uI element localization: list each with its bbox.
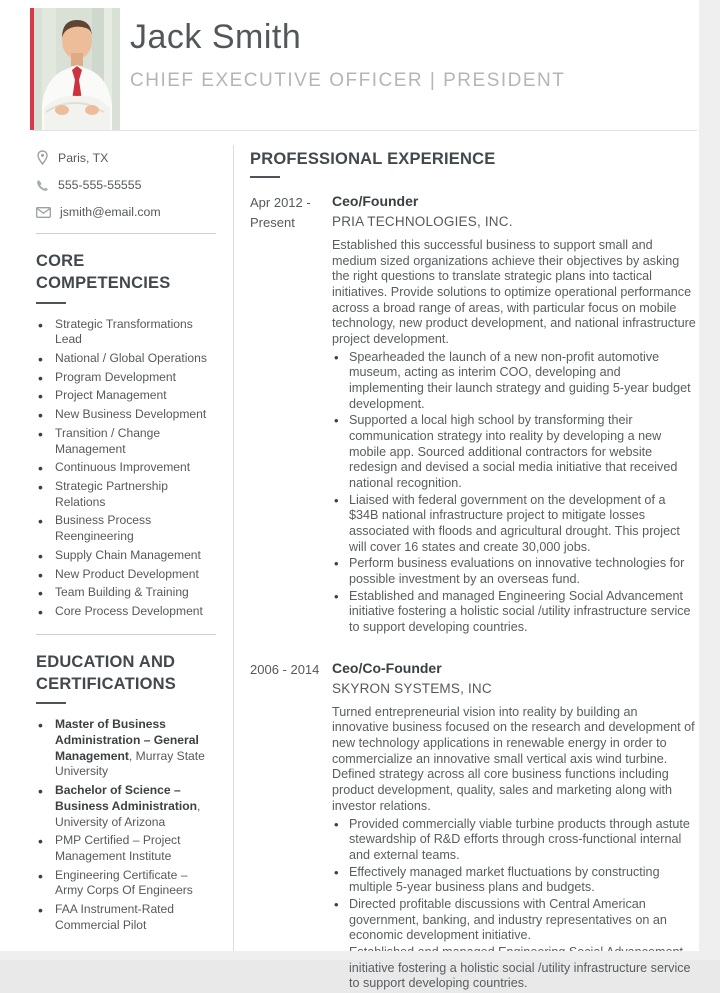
job-bullet: • Spearheaded the launch of a new non-profit automotive museum, acting as interim COO, developing and implementing their launch strategy and guiding 5-year budget development. (332, 350, 697, 413)
job-company: SKYRON SYSTEMS, INC (332, 680, 492, 696)
experience-heading: PROFESSIONAL EXPERIENCE (250, 150, 496, 168)
profile-photo (34, 8, 120, 130)
education-item: • PMP Certified – Project Management Institute (36, 833, 216, 864)
education-heading: EDUCATION AND CERTIFICATIONS (36, 652, 176, 693)
contact-email-text: jsmith@email.com (60, 205, 161, 219)
contact-location-text: Paris, TX (58, 150, 109, 165)
job-summary: Turned entrepreneurial vision into reality by building an innovative business focused on the research and development of new technology applications in renewable energy in order to commercialize an innovative small vertical axis wind turbine. Defined strategy across all core business functions including product development, quality, sales and marketing along with investor relations. (332, 704, 695, 813)
job-bullet: • Supported a local high school by transforming their communication strategy into reality by developing a new mobile app. Sourced additional contractors for website redesign and devised a social media initiative that received national recognition. (332, 413, 697, 491)
contact-phone-text: 555-555-55555 (58, 178, 142, 192)
experience-section (250, 150, 697, 993)
job-bullet: • Effectively managed market fluctuations by constructing multiple 5-year business plans and budgets. (332, 865, 697, 896)
competency-item: • Supply Chain Management (36, 548, 216, 564)
person-job-title: CHIEF EXECUTIVE OFFICER | PRESIDENT (130, 70, 566, 91)
competency-item: • National / Global Operations (36, 351, 216, 367)
job-summary: Established this successful business to support small and medium sized organizations achieve their objectives by asking the right questions to translate strategic plans into tactical initiatives. Provide solutions to optimize operational performance across a broad range of areas, with particular focus on mobile technology, new product development, and national infrastructure project development. (332, 238, 696, 347)
page-edge-right (699, 0, 720, 960)
envelope-icon (36, 207, 51, 218)
competency-item: • Continuous Improvement (36, 460, 216, 476)
header-text (130, 18, 565, 92)
sidebar-divider-1 (36, 233, 216, 234)
education-item: • Engineering Certificate – Army Corps Of Engineers (36, 868, 216, 899)
competency-item: • New Product Development (36, 567, 216, 583)
job-bullet: • Established and managed Engineering Social Advancement initiative fostering a holistic social /utility infrastructure service to support developing countries. (332, 589, 697, 636)
sidebar-divider-2 (36, 634, 216, 635)
education-item: • Master of Business Administration – General Management, Murray State University (36, 717, 216, 780)
contact-email (36, 205, 216, 219)
education-list (36, 717, 216, 933)
job-title: Ceo/Founder (332, 193, 419, 209)
competency-item: • Business Process Reengineering (36, 513, 216, 544)
job-bullet: • Directed profitable discussions with Central American government, banking, and industry representatives on an economic development initiative. (332, 897, 697, 944)
competency-item: • Transition / Change Management (36, 426, 216, 457)
competency-item: • Strategic Transformations Lead (36, 317, 216, 348)
contact-location (36, 150, 216, 165)
heading-underline (36, 702, 66, 704)
job-bullet: • Liaised with federal government on the development of a $34B national infrastructure project to mitigate losses associated with floods and agricultural drought. This project will cover 16 states and create 30,000 jobs. (332, 493, 697, 556)
education-item: • Bachelor of Science – Business Administration, University of Arizona (36, 783, 216, 830)
competency-item: • Project Management (36, 388, 216, 404)
job-entry (250, 193, 697, 637)
job-bullet: • Perform business evaluations on innovative technologies for possible investment by an overseas fund. (332, 556, 697, 587)
job-bullet: • Provided commercially viable turbine products through astute stewardship of R&D efforts through cross-functional internal and external teams. (332, 817, 697, 864)
job-details (332, 660, 697, 993)
competency-item: • Team Building & Training (36, 585, 216, 601)
contact-phone (36, 178, 216, 192)
heading-underline (250, 176, 280, 178)
phone-icon (36, 179, 49, 192)
job-bullet-list (332, 817, 697, 992)
person-name: Jack Smith (130, 18, 302, 56)
location-pin-icon (36, 150, 49, 165)
competency-item: • Core Process Development (36, 604, 216, 620)
core-competencies-heading: CORE COMPETENCIES (36, 252, 171, 292)
job-bullet: • initiative fostering a holistic social /utility infrastructure service to support developing countries. (332, 945, 697, 992)
column-divider (233, 145, 234, 951)
competency-item: • Strategic Partnership Relations (36, 479, 216, 510)
sidebar (36, 150, 216, 937)
job-dates: Apr 2012 - Present (250, 195, 311, 230)
job-entry (250, 660, 697, 993)
header-divider (33, 130, 697, 131)
job-company: PRIA TECHNOLOGIES, INC. (332, 214, 513, 229)
job-dates: 2006 - 2014 (250, 661, 320, 677)
education-item: • FAA Instrument-Rated Commercial Pilot (36, 902, 216, 933)
page-edge-bottom (0, 951, 720, 960)
job-bullet-list (332, 350, 697, 636)
heading-underline (36, 302, 66, 304)
job-title: Ceo/Co-Founder (332, 659, 442, 676)
competency-item: • Program Development (36, 370, 216, 386)
photo-block (30, 8, 120, 130)
core-competencies-list (36, 317, 216, 620)
competency-item: • New Business Development (36, 407, 216, 423)
job-details (332, 193, 697, 637)
